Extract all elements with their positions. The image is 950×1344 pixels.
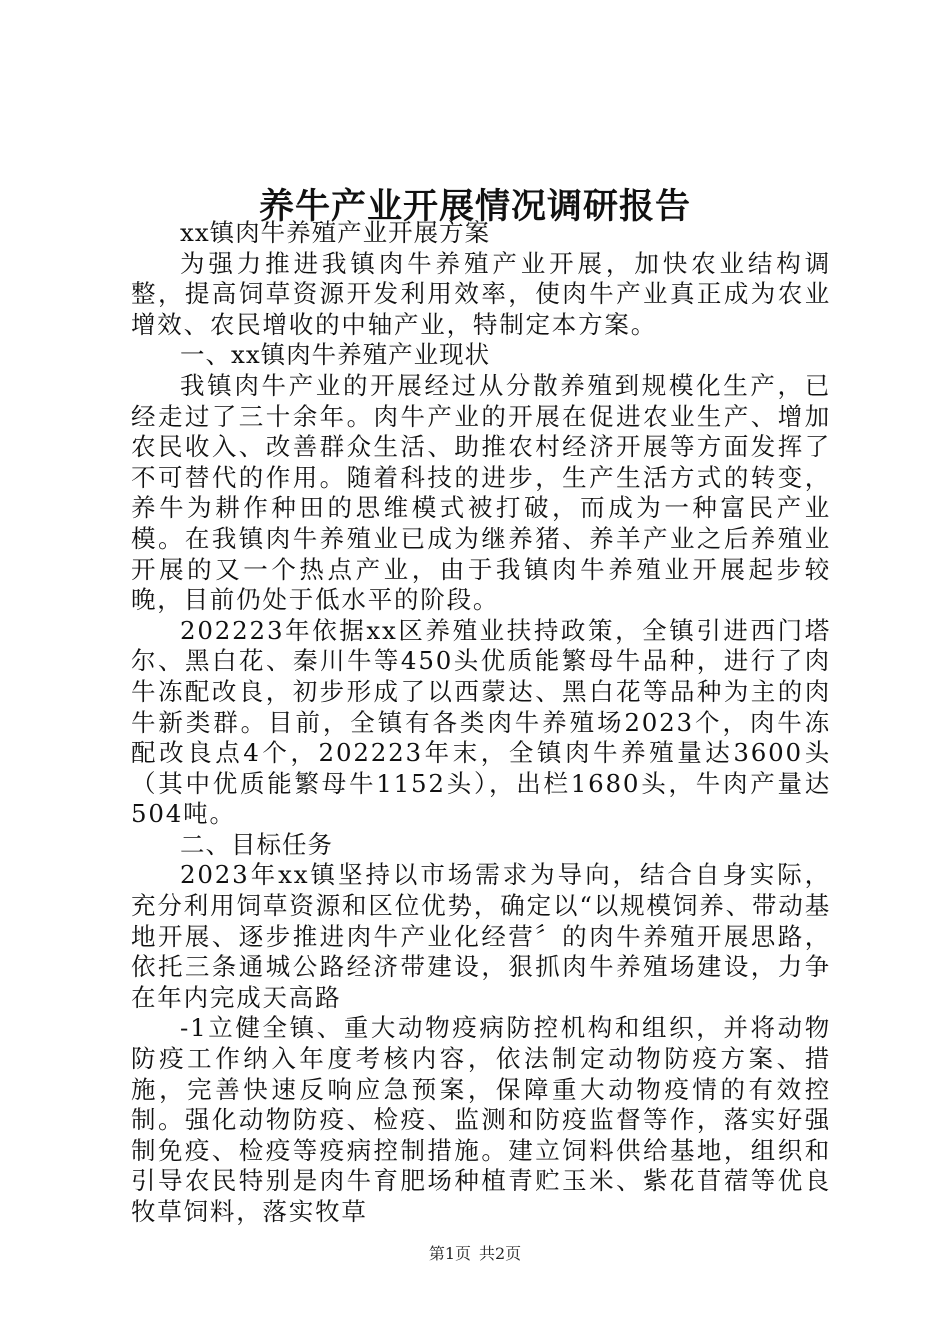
statistics-paragraph: 202223年依据xx区养殖业扶持政策，全镇引进西门塔尔、黑白花、秦川牛等450头优质能繁母牛品种，进行了肉牛冻配改良，初步形成了以西蒙达、黑白花等品种为主的肉牛新类群。目前，全镇有各类肉牛养殖场2023个，肉牛冻配改良点4个，202223年末，全镇肉牛养殖量达3600头（其中优质能繁母牛1152头），出栏1680头，牛肉产量达504吨。 xyxy=(131,615,831,829)
measures-paragraph: -1立健全镇、重大动物疫病防控机构和组织，并将动物防疫工作纳入年度考核内容，依法制定动物防疫方案、措施，完善快速反响应急预案，保障重大动物疫情的有效控制。强化动物防疫、检疫、监测和防疫监督等作，落实好强制免疫、检疫等疫病控制措施。建立饲料供给基地，组织和引导农民特别是肉牛育肥场种植青贮玉米、紫花苜蓿等优良牧草饲料，落实牧草 xyxy=(131,1013,831,1226)
page-number: 第1页 xyxy=(428,1244,471,1263)
section-heading-goals: 二、目标任务 xyxy=(180,829,333,859)
section-heading-status: 一、xx镇肉牛养殖产业现状 xyxy=(180,340,491,370)
document-title: 养牛产业开展情况调研报告 xyxy=(258,186,691,227)
page-footer xyxy=(0,1243,950,1265)
intro-paragraph: 为强力推进我镇肉牛养殖产业开展，加快农业结构调整，提高饲草资源开发利用效率，使肉牛产业真正成为农业增效、农民增收的中轴产业，特制定本方案。 xyxy=(131,248,831,339)
subtitle-paragraph: xx镇肉牛养殖产业开展方案 xyxy=(180,218,491,247)
document-body xyxy=(131,218,831,1228)
page-total: 共2页 xyxy=(479,1244,522,1263)
status-paragraph: 我镇肉牛产业的开展经过从分散养殖到规模化生产，已经走过了三十余年。肉牛产业的开展在促进农业生产、增加农民收入、改善群众生活、助推农村经济开展等方面发挥了不可替代的作用。随着科技的进步，生产生活方式的转变，养牛为耕作种田的思维模式被打破，而成为一种富民产业模。在我镇肉牛养殖业已成为继养猪、养羊产业之后养殖业开展的又一个热点产业，由于我镇肉牛养殖业开展起步较晚，目前仍处于低水平的阶段。 xyxy=(131,370,831,615)
goals-paragraph: 2023年xx镇坚持以市场需求为导向，结合自身实际，充分利用饲草资源和区位优势，确定以“以规模饲养、带动基地开展、逐步推进肉牛产业化经营〞的肉牛养殖开展思路，依托三条通城公路经济带建设，狠抓肉牛养殖场建设，力争在年内完成天高路 xyxy=(131,860,831,1012)
